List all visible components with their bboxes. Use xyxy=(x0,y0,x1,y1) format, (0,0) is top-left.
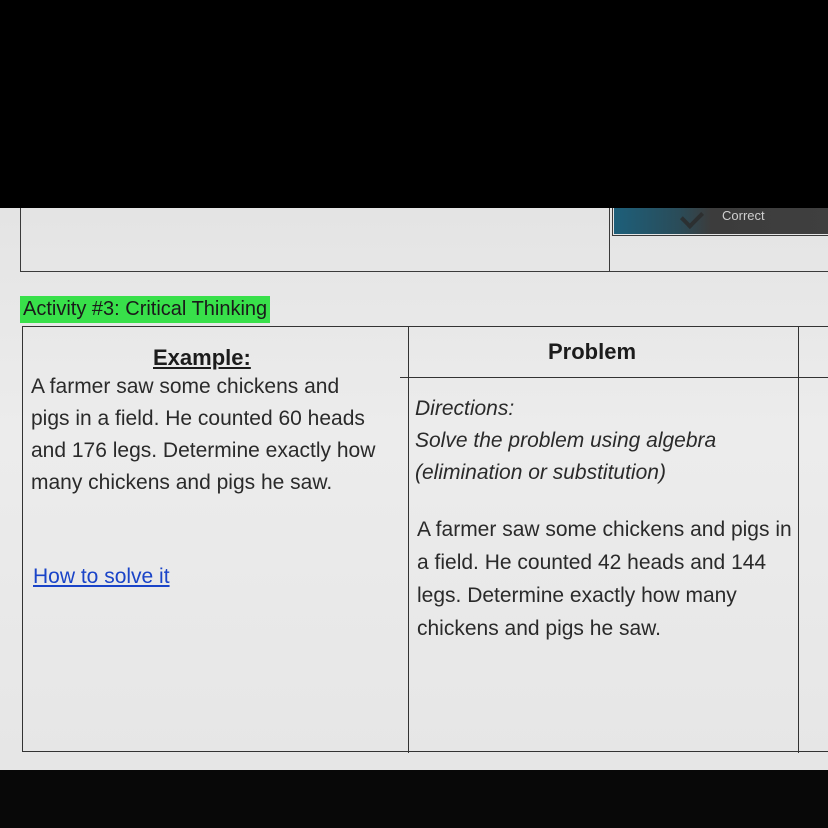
header-row-line xyxy=(400,377,828,378)
problem-heading: Problem xyxy=(548,339,637,364)
directions-text: Solve the problem using algebra (elimination or substitution) xyxy=(415,429,717,484)
example-heading: Example: xyxy=(153,345,251,370)
monitor-bezel xyxy=(0,770,828,828)
example-text: A farmer saw some chickens and pigs in a field. He counted 60 heads and 176 legs. Determine exactly how many chickens and pigs he saw. xyxy=(31,375,376,494)
column-divider xyxy=(798,327,799,753)
checkmark-icon xyxy=(680,208,704,229)
correct-status-banner xyxy=(614,208,828,234)
activity-table xyxy=(22,326,828,752)
previous-row-divider xyxy=(609,208,610,272)
directions-label: Directions: xyxy=(415,397,515,420)
screen xyxy=(0,208,828,770)
how-to-solve-link[interactable]: How to solve it xyxy=(33,565,170,588)
problem-text: A farmer saw some chickens and pigs in a field. He counted 42 heads and 144 legs. Determine exactly how many chickens and pigs he saw. xyxy=(417,518,792,640)
activity-title: Activity #3: Critical Thinking xyxy=(20,296,270,323)
column-divider xyxy=(408,327,409,753)
correct-label: Correct xyxy=(722,208,765,223)
directions xyxy=(415,393,795,489)
